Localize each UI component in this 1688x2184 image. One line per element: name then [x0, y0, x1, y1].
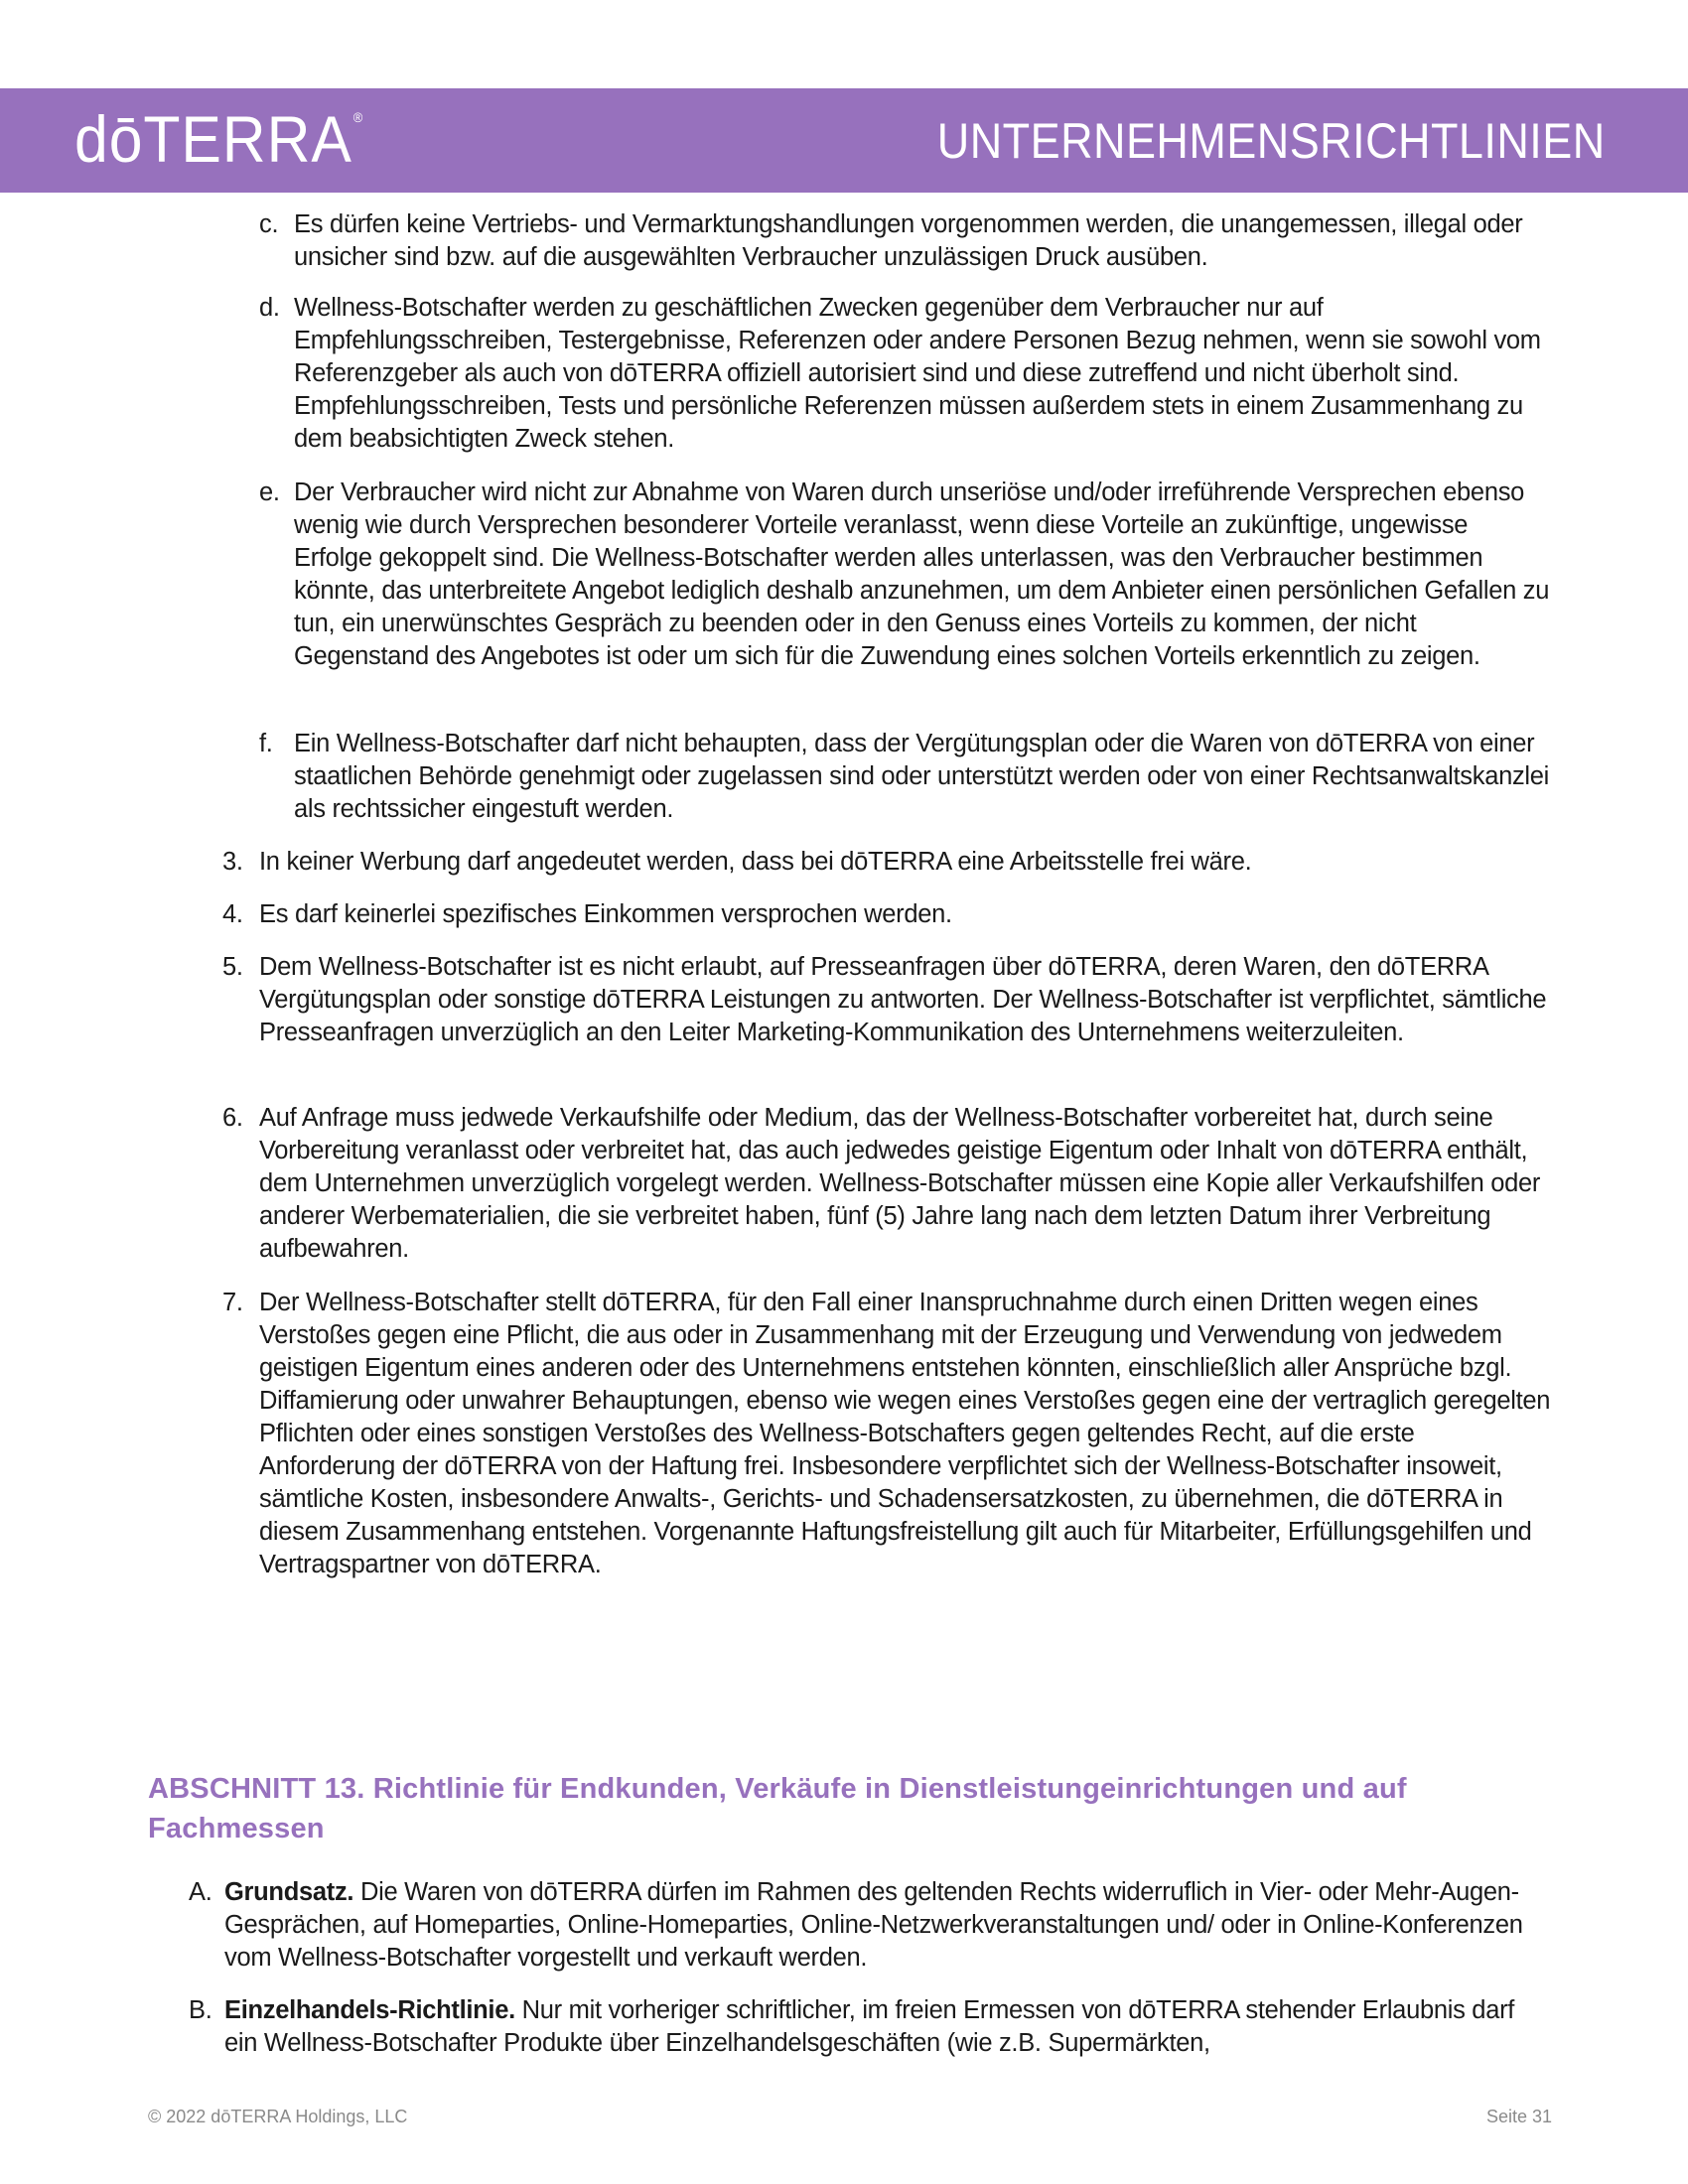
list-item-7 — [222, 1287, 1553, 1581]
list-item-text — [189, 1876, 1549, 1975]
list-item-text: Der Verbraucher wird nicht zur Abnahme von Waren durch unseriöse und/oder irreführende Versprechen ebenso wenig wie durch Versprechen besonderer Vorteile veranlasst, wenn diese Vorteile an zukünftige, ungewisse Erfolge gekoppelt sind. Die Wellness-Botschafter werden alles unterlassen, was den Verbraucher bestimmen könnte, das unterbreitete Angebot lediglich deshalb anzunehmen, um dem Anbieter einen persönlichen Gefallen zu tun, ein unerwünschtes Gespräch zu beenden oder in den Genuss eines Vorteils zu kommen, der nicht Gegenstand des Angebotes ist oder um sich für die Zuwendung eines solchen Vorteils erkenntlich zu zeigen. — [294, 478, 1550, 670]
list-item-text: In keiner Werbung darf angedeutet werden, dass bei dōTERRA eine Arbeitsstelle frei wäre. — [259, 848, 1252, 876]
section-item-b — [189, 1994, 1549, 2060]
list-marker: f. — [259, 730, 273, 757]
item-lead: Einzelhandels-Richtlinie. — [224, 1996, 515, 2024]
list-item-text: Es dürfen keine Vertriebs- und Vermarktungshandlungen vorgenommen werden, die unangemessen, illegal oder unsicher sind bzw. auf die ausgewählten Verbraucher unzulässigen Druck ausüben. — [294, 210, 1523, 271]
list-item-text: Es darf keinerlei spezifisches Einkommen versprochen werden. — [259, 900, 952, 928]
list-item-text — [189, 1994, 1549, 2060]
list-marker: e. — [259, 478, 280, 506]
list-item-text: Auf Anfrage muss jedwede Verkaufshilfe oder Medium, das der Wellness-Botschafter vorbereitet hat, durch seine Vorbereitung veranlasst oder verbreitet hat, das auch jedwedes geistige Eigentum oder Inhalt von dōTERRA enthält, dem Unternehmen unverzüglich vorgelegt werden. Wellness-Botschafter müssen eine Kopie aller Verkaufshilfen oder anderer Werbematerialien, die sie verbreitet haben, fünf (5) Jahre lang nach dem letzten Datum ihrer Verbreitung aufbewahren. — [259, 1104, 1541, 1263]
section-heading: ABSCHNITT 13. Richtlinie für Endkunden, Verkäufe in Dienstleistungeinrichtungen und auf Fachmessen — [148, 1773, 1407, 1844]
list-marker: 7. — [222, 1289, 243, 1316]
header-bar — [0, 88, 1688, 193]
list-item-6 — [222, 1102, 1553, 1266]
list-marker: 4. — [222, 900, 243, 928]
section-item-a — [189, 1876, 1549, 1975]
list-item-text: Ein Wellness-Botschafter darf nicht behaupten, dass der Vergütungsplan oder die Waren von dōTERRA von einer staatlichen Behörde genehmigt oder zugelassen sind oder unterstützt werden oder von einer Rechtsanwaltskanzlei als rechtssicher eingestuft werden. — [294, 730, 1550, 823]
list-item-text: Wellness-Botschafter werden zu geschäftlichen Zwecken gegenüber dem Verbraucher nur auf Empfehlungsschreiben, Testergebnisse, Referenzen oder andere Personen Bezug nehmen, wenn sie sowohl vom Referenzgeber als auch von dōTERRA offiziell autorisiert sind und diese zutreffend und nicht überholt sind. Empfehlungsschreiben, Tests und persönliche Referenzen müssen außerdem stets in einem Zusammenhang zu dem beabsichtigten Zweck stehen. — [294, 294, 1541, 453]
footer-page-number: Seite 31 — [1485, 2107, 1552, 2126]
list-marker: 6. — [222, 1104, 243, 1132]
list-item-text: Dem Wellness-Botschafter ist es nicht erlaubt, auf Presseanfragen über dōTERRA, deren Waren, den dōTERRA Vergütungsplan oder sonstige dōTERRA Leistungen zu antworten. Der Wellness-Botschafter ist verpflichtet, sämtliche Presseanfragen unverzüglich an den Leiter Marketing-Kommunikation des Unternehmens weiterzuleiten. — [259, 953, 1547, 1046]
list-marker: A. — [189, 1878, 212, 1906]
list-item-text: Der Wellness-Botschafter stellt dōTERRA, für den Fall einer Inanspruchnahme durch einen Dritten wegen eines Verstoßes gegen eine Pflicht, die aus oder in Zusammenhang mit der Erzeugung und Verwendung von jedwedem geistigen Eigentum eines anderen oder des Unternehmens entstehen könnten, einschließlich aller Ansprüche bzgl. Diffamierung oder unwahrer Behauptungen, ebenso wie wegen eines Verstoßes gegen eine der vertraglich geregelten Pflichten oder eines sonstigen Verstoßes des Wellness-Botschafters gegen geltendes Recht, auf die erste Anforderung der dōTERRA von der Haftung frei. Insbesondere verpflichtet sich der Wellness-Botschafter insoweit, sämtliche Kosten, insbesondere Anwalts-, Gerichts- und Schadensersatzkosten, zu übernehmen, die dōTERRA in diesem Zusammenhang entstehen. Vorgenannte Haftungsfreistellung gilt auch für Mitarbeiter, Erfüllungsgehilfen und Vertragspartner von dōTERRA. — [259, 1289, 1551, 1578]
list-marker: 5. — [222, 953, 243, 981]
item-body: Die Waren von dōTERRA dürfen im Rahmen des geltenden Rechts widerruflich in Vier- oder Mehr-Augen-Gesprächen, auf Homeparties, Online-Homeparties, Online-Netzwerkveranstaltungen und/ oder in Online-Konferenzen vom Wellness-Botschafter vorgestellt und verkauft werden. — [224, 1878, 1523, 1972]
item-body: Nur mit vorheriger schriftlicher, im freien Ermessen von dōTERRA stehender Erlaubnis darf ein Wellness-Botschafter Produkte über Einzelhandelsgeschäften (wie z.B. Supermärkten, — [224, 1996, 1515, 2057]
list-item-f — [259, 728, 1550, 826]
list-item-3 — [222, 846, 1553, 879]
registered-mark-icon: ® — [352, 109, 364, 125]
logo-text: dōTERRA — [74, 102, 352, 176]
document-title: UNTERNEHMENSRICHTLINIEN — [937, 113, 1606, 169]
list-marker: 3. — [222, 848, 243, 876]
list-item-5 — [222, 951, 1553, 1049]
list-item-c — [259, 208, 1550, 274]
list-item-4 — [222, 898, 1553, 931]
footer-copyright: © 2022 dōTERRA Holdings, LLC — [148, 2107, 408, 2126]
list-marker: d. — [259, 294, 280, 322]
list-marker: B. — [189, 1996, 212, 2024]
item-lead: Grundsatz. — [224, 1878, 354, 1906]
list-item-e — [259, 477, 1550, 673]
list-item-d — [259, 292, 1550, 456]
list-marker: c. — [259, 210, 279, 238]
doterra-logo — [74, 102, 364, 176]
